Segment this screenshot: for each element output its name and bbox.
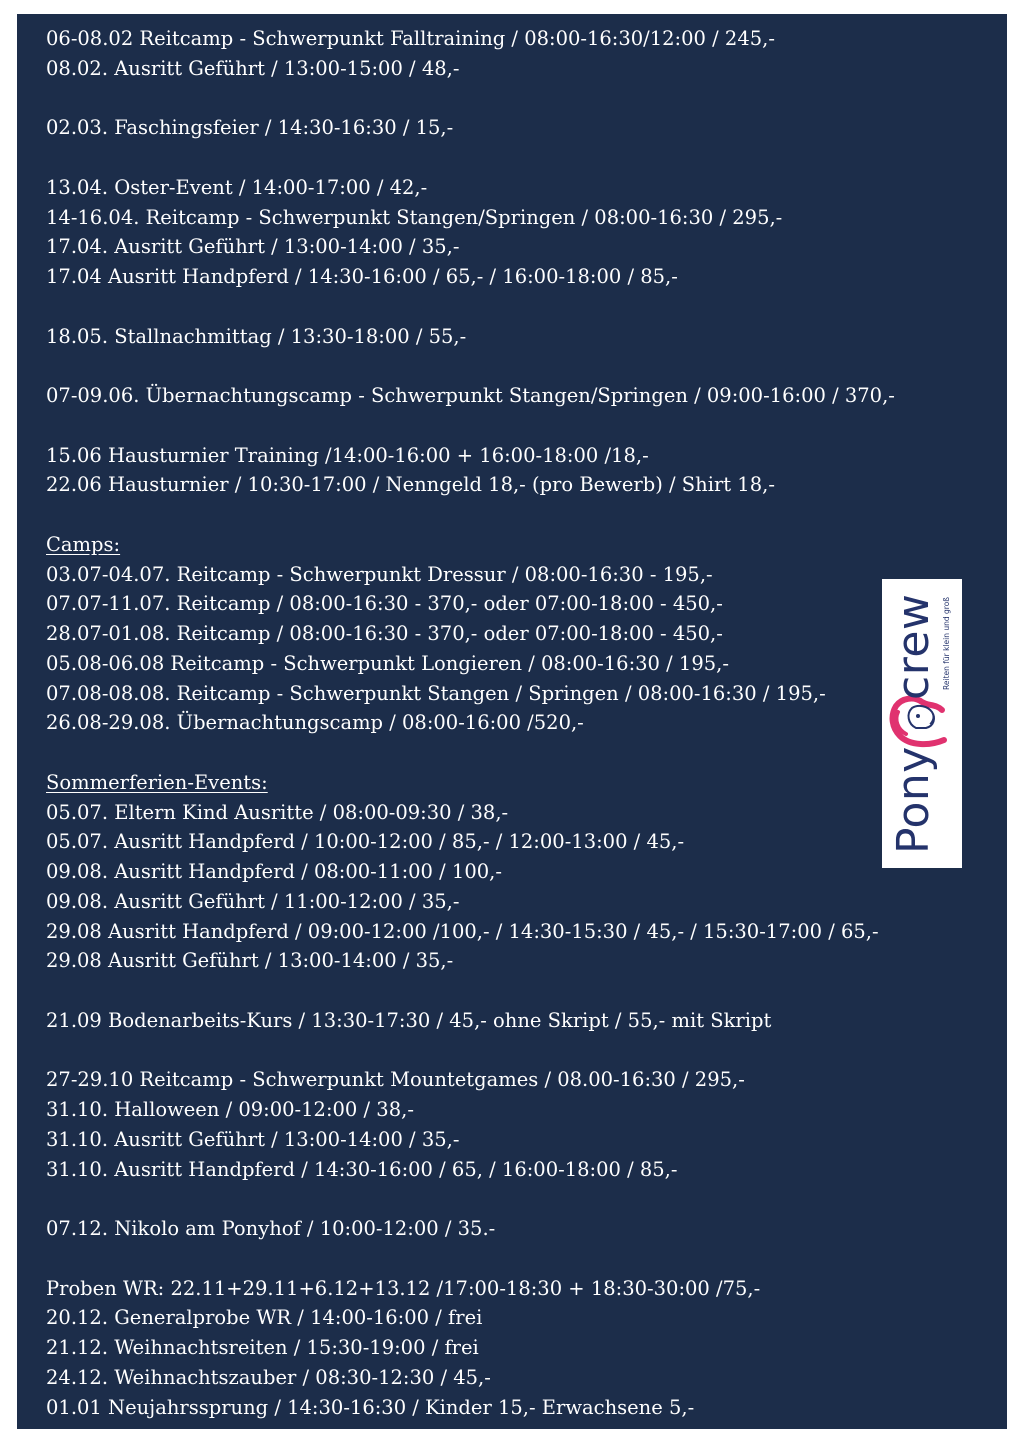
schedule-line: 09.08. Ausritt Geführt / 11:00-12:00 / 35,- <box>46 889 460 913</box>
schedule-line: 14-16.04. Reitcamp - Schwerpunkt Stangen/Springen / 08:00-16:30 / 295,- <box>46 205 783 229</box>
schedule-line: 05.07. Eltern Kind Ausritte / 08:00-09:30 / 38,- <box>46 800 509 824</box>
spacer <box>46 500 946 530</box>
schedule-line: 26.08-29.08. Übernachtungscamp / 08:00-16:00 /520,- <box>46 711 584 735</box>
logo-tagline: Reiten für klein und groß <box>942 596 951 690</box>
spacer <box>46 351 946 381</box>
schedule-line: 24.12. Weihnachtszauber / 08:30-12:30 / 45,- <box>46 1365 491 1389</box>
logo-word-pony: Pony <box>888 746 939 854</box>
schedule-line: 31.10. Ausritt Geführt / 13:00-14:00 / 35,- <box>46 1127 460 1151</box>
spacer <box>46 1036 946 1066</box>
schedule-line: 07.07-11.07. Reitcamp / 08:00-16:30 - 370,- oder 07:00-18:00 - 450,- <box>46 592 723 616</box>
schedule-line: 07-09.06. Übernachtungscamp - Schwerpunkt Stangen/Springen / 09:00-16:00 / 370,- <box>46 384 895 407</box>
spacer <box>46 411 946 441</box>
section-heading: Sommerferien-Events: <box>46 770 268 794</box>
spacer <box>46 143 946 173</box>
schedule-line: 03.07-04.07. Reitcamp - Schwerpunkt Dressur / 08:00-16:30 - 195,- <box>46 562 713 586</box>
schedule-line: 13.04. Oster-Event / 14:00-17:00 / 42,- <box>46 175 428 199</box>
schedule-line: 22.06 Hausturnier / 10:30-17:00 / Nenngeld 18,- (pro Bewerb) / Shirt 18,- <box>46 473 775 497</box>
schedule-line: 05.08-06.08 Reitcamp - Schwerpunkt Longieren / 08:00-16:30 / 195,- <box>46 651 729 675</box>
schedule-line: 29.08 Ausritt Geführt / 13:00-14:00 / 35,- <box>46 949 454 973</box>
schedule-line: 07.12. Nikolo am Ponyhof / 10:00-12:00 / 35.- <box>46 1217 496 1240</box>
schedule-line: 08.02. Ausritt Geführt / 13:00-15:00 / 48,- <box>46 56 460 80</box>
schedule-line: 18.05. Stallnachmittag / 13:30-18:00 / 55,- <box>46 324 467 348</box>
schedule-line: 31.10. Ausritt Handpferd / 14:30-16:00 / 65, / 16:00-18:00 / 85,- <box>46 1157 678 1181</box>
schedule-line: 01.01 Neujahrssprung / 14:30-16:30 / Kinder 15,- Erwachsene 5,- <box>46 1395 695 1419</box>
schedule-line: 05.07. Ausritt Handpferd / 10:00-12:00 / 85,- / 12:00-13:00 / 45,- <box>46 830 685 854</box>
schedule-line: Proben WR: 22.11+29.11+6.12+13.12 /17:00-18:30 + 18:30-30:00 /75,- <box>46 1276 761 1300</box>
schedule-line: 21.12. Weihnachtsreiten / 15:30-19:00 / frei <box>46 1336 479 1359</box>
schedule-line: 20.12. Generalprobe WR / 14:00-16:00 / frei <box>46 1306 483 1330</box>
schedule-line: 17.04 Ausritt Handpferd / 14:30-16:00 / 65,- / 16:00-18:00 / 85,- <box>46 265 678 288</box>
ponycrew-logo <box>882 579 962 868</box>
schedule-list <box>46 24 946 1422</box>
schedule-line: 17.04. Ausritt Geführt / 13:00-14:00 / 35,- <box>46 235 460 259</box>
schedule-line: 27-29.10 Reitcamp - Schwerpunkt Mountetgames / 08.00-16:30 / 295,- <box>46 1068 745 1092</box>
logo-word-crew: crew <box>888 593 939 700</box>
horse-head-icon <box>886 694 948 750</box>
spacer <box>46 1244 946 1274</box>
spacer <box>46 738 946 768</box>
schedule-line: 31.10. Halloween / 09:00-12:00 / 38,- <box>46 1098 414 1121</box>
schedule-line: 02.03. Faschingsfeier / 14:30-16:30 / 15,- <box>46 116 454 140</box>
spacer <box>46 292 946 322</box>
schedule-line: 29.08 Ausritt Handpferd / 09:00-12:00 /100,- / 14:30-15:30 / 45,- / 15:30-17:00 / 65,- <box>46 919 879 943</box>
spacer <box>46 976 946 1006</box>
schedule-line: 21.09 Bodenarbeits-Kurs / 13:30-17:30 / 45,- ohne Skript / 55,- mit Skript <box>46 1008 772 1032</box>
schedule-line: 15.06 Hausturnier Training /14:00-16:00 + 16:00-18:00 /18,- <box>46 443 649 467</box>
section-heading: Camps: <box>46 532 121 556</box>
schedule-line: 06-08.02 Reitcamp - Schwerpunkt Falltraining / 08:00-16:30/12:00 / 245,- <box>46 27 775 50</box>
schedule-line: 28.07-01.08. Reitcamp / 08:00-16:30 - 370,- oder 07:00-18:00 - 450,- <box>46 622 723 645</box>
spacer <box>46 1184 946 1214</box>
schedule-line: 09.08. Ausritt Handpferd / 08:00-11:00 / 100,- <box>46 860 502 883</box>
schedule-line: 07.08-08.08. Reitcamp - Schwerpunkt Stangen / Springen / 08:00-16:30 / 195,- <box>46 681 826 705</box>
spacer <box>46 84 946 114</box>
